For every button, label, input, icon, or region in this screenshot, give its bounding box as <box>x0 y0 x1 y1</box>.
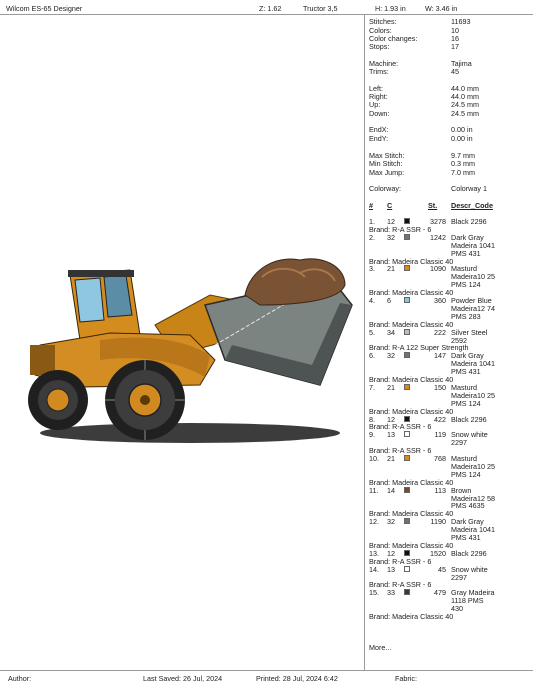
panel-divider <box>364 14 365 670</box>
color-row-brand: Brand: R-A SSR - 6 <box>369 556 432 566</box>
color-row-num: 4. <box>369 296 375 305</box>
stat-value: 16 <box>451 34 459 43</box>
color-row-stitches: 222 <box>434 327 446 337</box>
color-swatch <box>404 329 410 335</box>
color-row-code: 12 <box>387 217 395 226</box>
color-swatch <box>404 265 410 271</box>
stat-value: 44.0 mm <box>451 84 479 93</box>
stat-value: 24.5 mm <box>451 109 479 118</box>
color-row-descr: Brown <box>451 485 472 495</box>
color-row-num: 2. <box>369 232 375 242</box>
zoom-level: Z: 1.62 <box>259 4 282 13</box>
color-row-stitches: 360 <box>434 296 446 305</box>
color-row-code: 6 <box>387 296 391 305</box>
color-row-descr: PMS 283 <box>451 311 481 321</box>
color-row-brand: Brand: R-A SSR - 6 <box>369 446 432 456</box>
color-row-code: 13 <box>387 430 395 440</box>
stat-label: Stops: <box>369 42 390 51</box>
color-row-descr: Silver Steel <box>451 327 488 337</box>
stat-value: 44.0 mm <box>451 92 479 101</box>
color-row-descr: 2297 <box>451 438 467 448</box>
stat-value: 24.5 mm <box>451 100 479 109</box>
color-swatch <box>404 566 410 572</box>
footer-printed: Printed: 28 Jul, 2024 6:42 <box>256 674 338 683</box>
color-row-stitches: 113 <box>434 485 446 495</box>
color-swatch <box>404 431 410 437</box>
stat-value: 45 <box>451 67 459 76</box>
color-row-brand: Brand: Madeira Classic 40 <box>369 375 454 384</box>
color-row-stitches: 45 <box>438 564 446 574</box>
color-row-num: 8. <box>369 414 375 424</box>
col-header-descr: Descr_Code <box>451 201 493 210</box>
stat-label: Max Jump: <box>369 168 405 177</box>
color-row-code: 21 <box>387 382 395 392</box>
color-row-code: 13 <box>387 564 395 574</box>
stat-value: 11693 <box>451 17 471 26</box>
color-row-descr: Madeira 1041 <box>451 240 495 250</box>
color-row-brand: Brand: Madeira Classic 40 <box>369 406 454 416</box>
color-row-stitches: 768 <box>434 454 446 463</box>
color-row-brand: Brand: Madeira Classic 40 <box>369 288 454 298</box>
color-swatch <box>404 218 410 224</box>
color-row-descr: Dark Gray <box>451 232 484 242</box>
stat-value: 17 <box>451 42 459 51</box>
color-row-descr: Black 2296 <box>451 548 487 558</box>
color-row-num: 5. <box>369 327 375 337</box>
color-row-code: 21 <box>387 454 395 463</box>
stat-label: Up: <box>369 100 381 109</box>
color-row-stitches: 1520 <box>430 548 446 558</box>
color-swatch <box>404 455 410 461</box>
color-row-code: 14 <box>387 485 395 495</box>
color-row-descr: Madeira12 58 <box>451 493 495 503</box>
color-row-descr: Black 2296 <box>451 217 487 226</box>
color-row-descr: 2592 <box>451 335 467 345</box>
color-row-stitches: 147 <box>434 351 446 361</box>
wheel-loader-image <box>0 15 364 670</box>
color-swatch <box>404 352 410 358</box>
color-row-brand: Brand: R-A SSR - 6 <box>369 422 432 432</box>
stat-value: 7.0 mm <box>451 168 475 177</box>
color-row-descr: Dark Gray <box>451 517 484 527</box>
stat-label: Stitches: <box>369 17 397 26</box>
stat-label: Right: <box>369 92 388 101</box>
color-row-descr: PMS 124 <box>451 469 481 479</box>
color-row-descr: Madeira 1041 <box>451 359 495 369</box>
color-row-brand: Brand: Madeira Classic 40 <box>369 256 454 266</box>
stat-label: Colorway: <box>369 184 401 193</box>
stat-value: Tajima <box>451 59 472 68</box>
stat-value: 0.3 mm <box>451 159 475 168</box>
color-swatch <box>404 384 410 390</box>
stat-label: Colors: <box>369 26 392 35</box>
color-row-descr: Madeira12 74 <box>451 303 495 313</box>
stat-label: Left: <box>369 84 383 93</box>
stat-label: Min Stitch: <box>369 159 403 168</box>
color-row-descr: Madeira 1041 <box>451 525 495 535</box>
app-title: Wilcom ES-65 Designer <box>6 4 83 13</box>
color-row-brand: Brand: R-A 122 Super Strength <box>369 343 469 353</box>
color-row-code: 32 <box>387 517 395 527</box>
footer-fabric: Fabric: <box>395 674 417 683</box>
color-row-stitches: 1090 <box>430 264 446 274</box>
color-row-descr: Masturd <box>451 454 477 463</box>
design-canvas[interactable] <box>0 15 364 670</box>
color-swatch <box>404 416 410 422</box>
stat-value: 0.00 in <box>451 134 473 143</box>
stat-label: Down: <box>369 109 390 118</box>
color-row-stitches: 422 <box>434 414 446 424</box>
color-row-num: 1. <box>369 217 375 226</box>
color-row-descr: Snow white <box>451 430 488 440</box>
color-swatch <box>404 589 410 595</box>
color-swatch <box>404 234 410 240</box>
design-name: Tructor 3,5 <box>303 4 338 13</box>
color-row-stitches: 3278 <box>430 217 446 226</box>
color-row-num: 15. <box>369 588 379 598</box>
design-height: H: 1.93 in <box>375 4 406 13</box>
color-row-brand: Brand: Madeira Classic 40 <box>369 477 454 487</box>
stat-label: EndY: <box>369 134 389 143</box>
color-row-descr: Black 2296 <box>451 414 487 424</box>
color-row-descr: Gray Madeira <box>451 588 495 598</box>
color-row-brand: Brand: Madeira Classic 40 <box>369 509 454 519</box>
col-header-num: # <box>369 201 373 210</box>
color-row-code: 34 <box>387 327 395 337</box>
color-row-num: 9. <box>369 430 375 440</box>
color-row-brand: Brand: Madeira Classic 40 <box>369 540 454 550</box>
color-row-stitches: 1190 <box>430 517 446 527</box>
color-row-descr: Snow white <box>451 564 488 574</box>
stat-value: 0.00 in <box>451 125 473 134</box>
col-header-color: C <box>387 201 393 210</box>
color-row-descr: PMS 431 <box>451 533 481 542</box>
color-row-brand: Brand: R-A SSR - 6 <box>369 580 432 590</box>
color-row-num: 11. <box>369 485 379 495</box>
color-row-num: 13. <box>369 548 379 558</box>
stat-value: Colorway 1 <box>451 184 487 193</box>
design-width: W: 3.46 in <box>425 4 458 13</box>
color-row-descr: Masturd <box>451 264 477 274</box>
color-row-num: 7. <box>369 382 375 392</box>
color-row-num: 12. <box>369 517 379 527</box>
color-row-descr: PMS 431 <box>451 367 481 377</box>
color-row-code: 12 <box>387 414 395 424</box>
color-row-descr: PMS 431 <box>451 248 481 258</box>
color-row-descr: 430 <box>451 604 463 614</box>
stat-value: 10 <box>451 26 459 35</box>
color-row-descr: PMS 4635 <box>451 501 485 511</box>
color-row-descr: Powder Blue <box>451 296 492 305</box>
col-header-stitches: St. <box>428 201 438 210</box>
color-row-code: 12 <box>387 548 395 558</box>
color-swatch <box>404 297 410 303</box>
footer-divider <box>0 670 533 671</box>
color-swatch <box>404 487 410 493</box>
color-row-num: 3. <box>369 264 375 274</box>
color-row-brand: Brand: R-A SSR - 6 <box>369 224 432 234</box>
stat-label: Color changes: <box>369 34 418 43</box>
stat-label: EndX: <box>369 125 389 134</box>
color-swatch <box>404 550 410 556</box>
stat-label: Machine: <box>369 59 399 68</box>
footer-last-saved: Last Saved: 26 Jul, 2024 <box>143 674 223 683</box>
color-row-stitches: 119 <box>434 430 446 440</box>
color-row-descr: Madeira10 25 <box>451 461 495 471</box>
color-row-num: 10. <box>369 454 379 463</box>
color-row-descr: PMS 124 <box>451 280 481 290</box>
color-row-stitches: 150 <box>434 382 446 392</box>
color-row-descr: 2297 <box>451 572 467 582</box>
stat-label: Max Stitch: <box>369 151 405 160</box>
color-row-num: 14. <box>369 564 379 574</box>
stat-label: Trims: <box>369 67 389 76</box>
color-row-descr: Dark Gray <box>451 351 484 361</box>
color-row-descr: PMS 124 <box>451 398 481 408</box>
color-row-descr: Madeira10 25 <box>451 272 495 282</box>
more-link[interactable]: More... <box>369 643 392 652</box>
color-row-code: 33 <box>387 588 395 598</box>
color-row-code: 32 <box>387 351 395 361</box>
color-row-brand: Brand: Madeira Classic 40 <box>369 612 454 621</box>
color-row-descr: Masturd <box>451 382 477 392</box>
color-row-descr: Madeira10 25 <box>451 390 495 400</box>
stat-value: 9.7 mm <box>451 151 475 160</box>
color-row-stitches: 479 <box>434 588 446 598</box>
color-row-code: 32 <box>387 232 395 242</box>
color-row-brand: Brand: Madeira Classic 40 <box>369 319 454 329</box>
color-row-stitches: 1242 <box>430 232 446 242</box>
color-row-code: 21 <box>387 264 395 274</box>
footer-author: Author: <box>8 674 32 683</box>
color-row-num: 6. <box>369 351 375 361</box>
color-swatch <box>404 518 410 524</box>
color-row-descr: 1118 PMS <box>451 596 484 606</box>
